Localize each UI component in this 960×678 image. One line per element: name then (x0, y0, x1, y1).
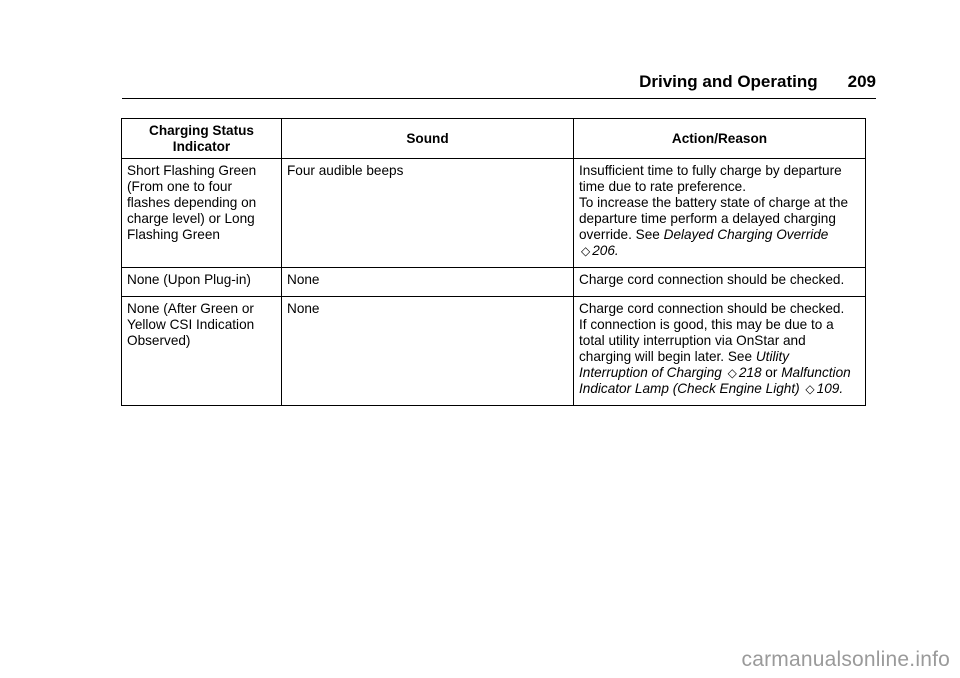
reference-link-title[interactable]: Utility Interruption of Charging (579, 349, 790, 380)
sound-cell: None (282, 297, 574, 406)
action-cell (574, 297, 866, 406)
indicator-cell: None (Upon Plug-in) (122, 268, 282, 297)
action-cell (574, 159, 866, 268)
reference-suffix: . (839, 381, 844, 396)
page-reference-icon: ◇ (727, 366, 737, 380)
table-header-row (122, 119, 866, 159)
sound-cell: None (282, 268, 574, 297)
header-sound: Sound (282, 119, 574, 159)
action-text: To increase the battery state of charge at the departure time perform a delayed charging override. See (579, 195, 849, 242)
indicator-cell: Short Flashing Green (From one to four flashes depending on charge level) or Long Flashing Green (122, 159, 282, 268)
site-watermark: carmanualsonline.info (741, 648, 950, 671)
action-text: Charge cord connection should be checked. (579, 301, 845, 316)
page-header (122, 72, 876, 99)
charging-status-table (121, 118, 866, 406)
sound-cell: Four audible beeps (282, 159, 574, 268)
indicator-cell: None (After Green or Yellow CSI Indication Observed) (122, 297, 282, 406)
reference-suffix: or (761, 365, 778, 380)
action-text: Insufficient time to fully charge by departure time due to rate preference. (579, 163, 842, 194)
page-reference-icon: ◇ (805, 382, 815, 396)
action-cell (574, 268, 866, 297)
reference-link-title[interactable]: Delayed Charging Override (663, 227, 829, 242)
action-text: Charge cord connection should be checked. (579, 272, 845, 287)
page-reference-icon: ◇ (581, 244, 591, 258)
table-row (122, 268, 866, 297)
action-text: If connection is good, this may be due to a total utility interruption via OnStar and charging will begin later. See (579, 317, 834, 364)
header-action-reason: Action/Reason (574, 119, 866, 159)
reference-page[interactable]: 218 (738, 365, 762, 380)
section-title: Driving and Operating (639, 72, 818, 91)
reference-page[interactable]: 109 (816, 381, 840, 396)
page-number: 209 (847, 72, 876, 91)
reference-link-title[interactable]: Malfunction Indicator Lamp (Check Engine Light) (579, 365, 851, 396)
reference-suffix: . (614, 243, 619, 258)
reference-page[interactable]: 206 (592, 243, 615, 258)
header-charging-status-indicator: Charging Status Indicator (122, 119, 282, 159)
table-row (122, 159, 866, 268)
table-row (122, 297, 866, 406)
